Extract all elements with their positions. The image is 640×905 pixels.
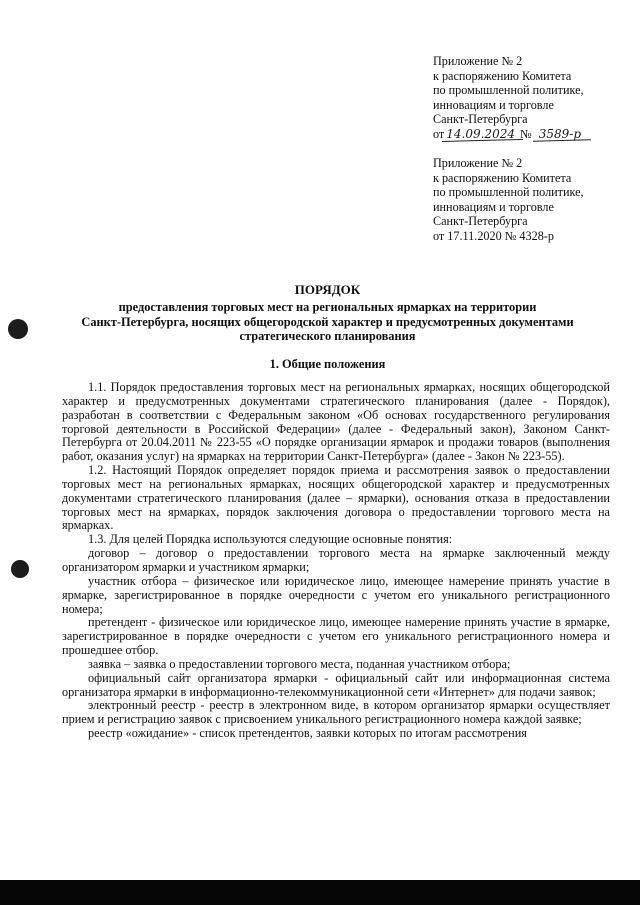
scan-bottom-edge xyxy=(0,880,640,905)
annex-line: от 17.11.2020 № 4328-р xyxy=(433,228,554,243)
handwritten-number: 3589-р xyxy=(535,127,585,142)
annex-line: к распоряжению Комитета xyxy=(433,170,572,185)
annex-block-previous xyxy=(433,156,584,244)
annex-line: Приложение № 2 xyxy=(433,54,523,68)
subtitle-line: предоставления торговых мест на региональных ярмарках на территории xyxy=(118,300,537,314)
document-title: ПОРЯДОК xyxy=(294,282,361,297)
annex-block-current xyxy=(433,54,585,142)
subtitle-line: Санкт-Петербурга, носящих общегородской характер и предусмотренных документами xyxy=(81,314,574,329)
paragraph: 1.1. Порядок предоставления торговых мест на региональных ярмарках, носящих общегородской характер и предусмотренных документами стратегического планирования (далее - Порядок), разработан в соответствии с Федеральным законом «Об основах государственного регулирования торговой деятельности в Российской Федерации» (далее - Федеральный закон), Законом Санкт-Петербурга от 20.04.2011 № 223-55 «О порядке организации ярмарок и продажи товаров (выполнения работ, оказания услуг) на ярмарках на территории Санкт-Петербурга» (далее - Закон № 223-55). xyxy=(62,380,610,464)
paragraph: официальный сайт организатора ярмарки - официальный сайт или информационная система организатора ярмарки в информационно-телекоммуникационной сети «Интернет» для подачи заявок; xyxy=(62,670,610,699)
annex-line: по промышленной политике, xyxy=(433,185,584,200)
annex-line: инновациям и торговле xyxy=(433,199,554,214)
annex-line: по промышленной политике, xyxy=(433,83,584,98)
paragraph: заявка – заявка о предоставлении торгового места, поданная участником отбора; xyxy=(88,656,511,671)
subtitle-line: стратегического планирования xyxy=(239,329,416,344)
paragraph: претендент - физическое или юридическое лицо, имеющее намерение принять участие в ярмарке, зарегистрированное в порядке очередности с учетом его уникального регистрационного номера и прошедшее отбор. xyxy=(62,615,610,658)
section-heading: 1. Общие положения xyxy=(269,357,386,371)
paragraph: 1.3. Для целей Порядка используются следующие основные понятия: xyxy=(88,532,453,547)
document-subtitle xyxy=(60,300,595,344)
paragraph: 1.2. Настоящий Порядок определяет порядок приема и рассмотрения заявок о предоставлении торговых мест на региональных ярмарках, носящих общегородской характер и предусмотренных документами стратегического планирования (далее – ярмарки), основания отказа в предоставлении торговых мест на ярмарках, порядок заключения договора о предоставлении торгового места на ярмарках. xyxy=(62,463,610,533)
annex-date-line xyxy=(433,127,585,142)
number-sign: № xyxy=(520,126,532,141)
punch-hole xyxy=(11,560,29,578)
annex-line: Санкт-Петербурга xyxy=(433,112,528,127)
paragraph: электронный реестр - реестр в электронном виде, в котором организатор ярмарки осуществляет прием и регистрацию заявок с присвоением уникального регистрационного номера каждой заявке; xyxy=(62,698,610,727)
paragraph: участник отбора – физическое или юридическое лицо, имеющее намерение принять участие в ярмарке, зарегистрированное в порядке очередности с учетом его уникального регистрационного номера; xyxy=(62,573,610,616)
punch-hole xyxy=(8,319,28,339)
paragraph: реестр «ожидание» - список претендентов, заявки которых по итогам рассмотрения xyxy=(88,726,527,741)
annex-line: Санкт-Петербурга xyxy=(433,214,528,229)
document-body xyxy=(62,381,610,741)
handwritten-date: 14.09.2024 xyxy=(446,126,515,141)
annex-line: инновациям и торговле xyxy=(433,97,554,112)
paragraph: договор – договор о предоставлении торгового места на ярмарке заключенный между организатором ярмарки и участником ярмарки; xyxy=(62,546,610,574)
date-prefix: от xyxy=(433,126,445,141)
annex-line: Приложение № 2 xyxy=(433,156,523,170)
annex-line: к распоряжению Комитета xyxy=(433,68,572,83)
